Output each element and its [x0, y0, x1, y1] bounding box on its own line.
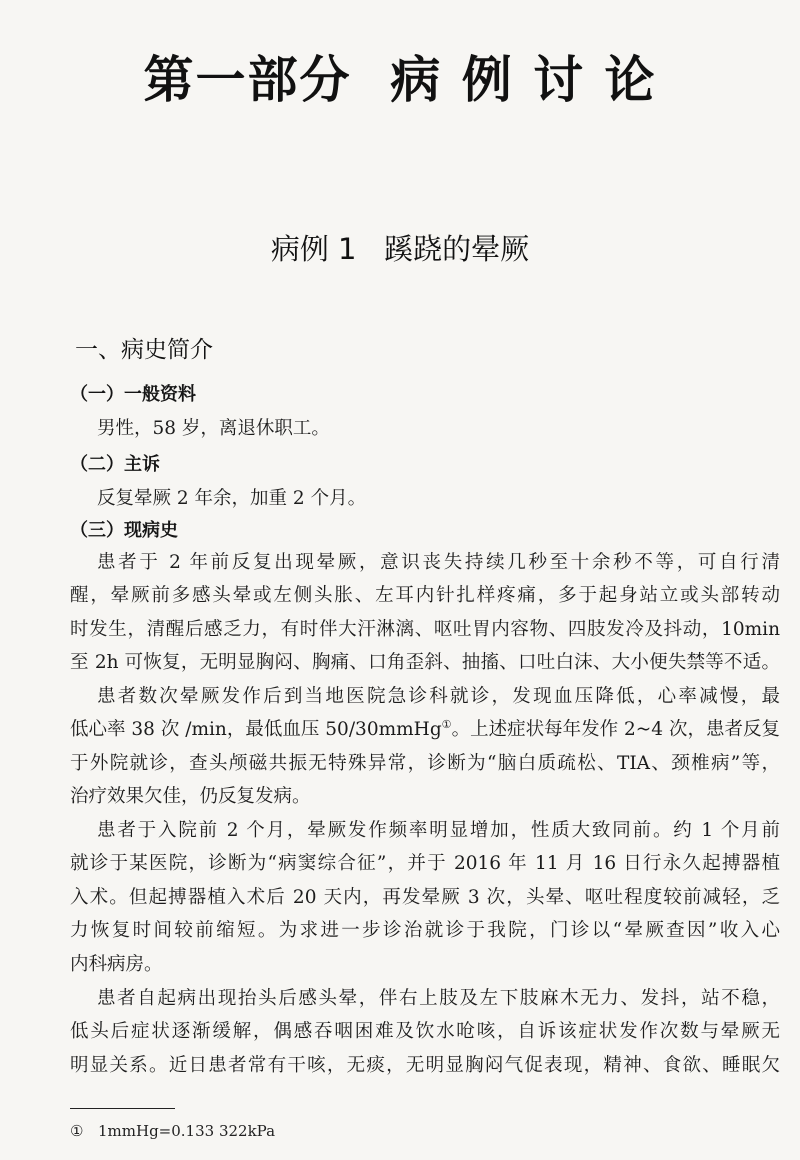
subheading-present-illness: （三）现病史 — [70, 520, 178, 541]
paragraph-line: 明显关系。近日患者常有干咳，无痰，无明显胸闷气促表现，精神、食欲、睡眠欠 — [70, 1055, 780, 1076]
paragraph-line: 内科病房。 — [70, 954, 163, 975]
chief-complaint-text: 反复晕厥 2 年余，加重 2 个月。 — [97, 488, 367, 509]
paragraph-line: 患者于 2 年前反复出现晕厥，意识丧失持续几秒至十余秒不等，可自行清 — [97, 552, 780, 573]
text-segment: 低心率 38 次 /min，最低血压 50/30mmHg — [70, 719, 442, 740]
paragraph-line: 患者自起病出现抬头后感头晕，伴右上肢及左下肢麻木无力、发抖，站不稳， — [97, 988, 780, 1009]
footnote-text: 1mmHg=0.133 322kPa — [98, 1122, 276, 1140]
paragraph-line: 就诊于某医院，诊断为“病窦综合征”，并于 2016 年 11 月 16 日行永久起搏器植 — [70, 853, 780, 874]
part-title: 第一部分 病 例 讨 论 — [143, 51, 657, 109]
case-title: 病例 1 蹊跷的晕厥 — [270, 232, 530, 266]
paragraph-line: 力恢复时间较前缩短。为求进一步诊治就诊于我院，门诊以“晕厥查因”收入心 — [70, 920, 780, 941]
paragraph-line: 时发生，清醒后感乏力，有时伴大汗淋漓、呕吐胃内容物、四肢发冷及抖动，10min — [70, 619, 780, 640]
paragraph-line: 低头后症状逐渐缓解，偶感吞咽困难及饮水呛咳，自诉该症状发作次数与晕厥无 — [70, 1021, 780, 1042]
subheading-general-info: （一）一般资料 — [70, 384, 196, 405]
section-heading-history: 一、病史简介 — [75, 337, 213, 363]
footnote-divider — [70, 1108, 175, 1109]
paragraph-line: 至 2h 可恢复，无明显胸闷、胸痛、口角歪斜、抽搐、口吐白沫、大小便失禁等不适。 — [70, 652, 780, 673]
paragraph-line: 于外院就诊，查头颅磁共振无特殊异常，诊断为“脑白质疏松、TIA、颈椎病”等， — [70, 753, 780, 774]
footnote-mark: ① — [70, 1122, 84, 1140]
general-info-text: 男性，58 岁，离退休职工。 — [97, 418, 330, 439]
paragraph-line: 醒，晕厥前多感头晕或左侧头胀、左耳内针扎样疼痛，多于起身站立或头部转动 — [70, 585, 780, 606]
footnote — [70, 1122, 275, 1140]
subheading-chief-complaint: （二）主诉 — [70, 454, 160, 475]
paragraph-line: 患者于入院前 2 个月，晕厥发作频率明显增加，性质大致同前。约 1 个月前 — [97, 820, 780, 841]
paragraph-line-with-footnote — [70, 715, 780, 741]
text-segment: 。上述症状每年发作 2~4 次，患者反复 — [451, 719, 780, 740]
paragraph-line: 治疗效果欠佳，仍反复发病。 — [70, 786, 311, 807]
paragraph-line: 入术。但起搏器植入术后 20 天内，再发晕厥 3 次，头晕、呕吐程度较前减轻，乏 — [70, 887, 780, 908]
paragraph-line: 患者数次晕厥发作后到当地医院急诊科就诊，发现血压降低，心率减慢，最 — [97, 686, 780, 707]
footnote-ref-mark: ① — [441, 717, 452, 731]
